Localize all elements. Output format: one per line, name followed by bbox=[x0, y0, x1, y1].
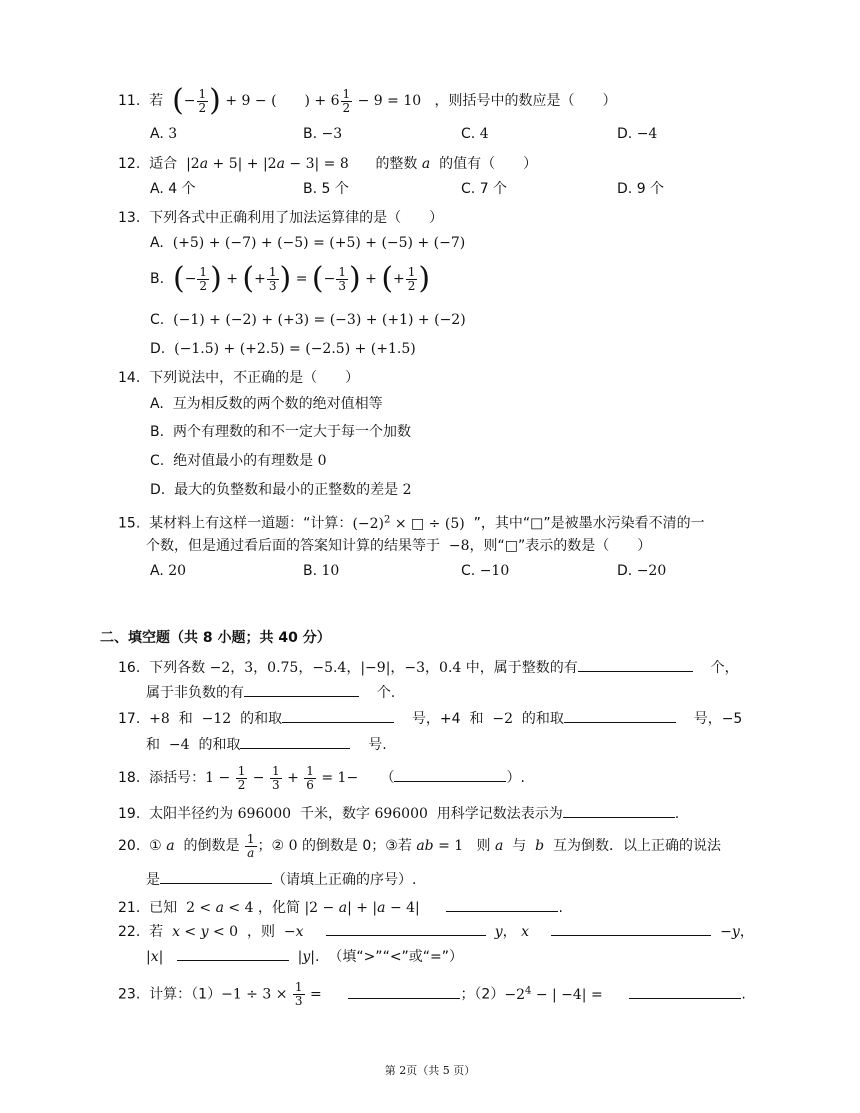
q12-opt-b: B. 5 个 bbox=[303, 181, 349, 197]
q16-blank-2[interactable] bbox=[244, 682, 359, 697]
q18-line: 18. 添括号：1 − $\frac{1}{2}$ − $\frac{1}{3}$ + $\frac{1}{6}$ = 1− （ ）. bbox=[118, 763, 525, 792]
q18-blank[interactable] bbox=[394, 767, 506, 782]
q11-number: 11. bbox=[118, 93, 141, 109]
q15-line2: 个数，但是通过看后面的答案知计算的结果等于 −8，则“□”表示的数是（ ） bbox=[146, 538, 652, 554]
q14-stem: 14. 下列说法中，不正确的是（ ） bbox=[118, 370, 360, 386]
q22-blank-2[interactable] bbox=[551, 921, 711, 936]
q12-opt-d: D. 9 个 bbox=[617, 181, 665, 197]
q11-lead: 若 bbox=[149, 93, 164, 109]
q12-stem: 12. 适合 |2a + 5| + |2a − 3| = 8 的整数 a 的值有（ ） bbox=[118, 156, 538, 172]
paren-left: ( bbox=[172, 83, 184, 118]
q16-line2: 属于非负数的有 个. bbox=[146, 682, 395, 703]
q16-line1: 16. 下列各数 −2，3，0.75，−5.4，|−9|，−3，0.4 中，属于整数的有 个， bbox=[118, 657, 739, 678]
q19-line: 19. 太阳半径约为 696000 千米，数字 696000 用科学记数法表示为 . bbox=[118, 803, 679, 824]
q11-tail: ，则括号中的数应是（ ） bbox=[434, 93, 617, 109]
q22-blank-1[interactable] bbox=[326, 921, 486, 936]
q20-blank[interactable] bbox=[160, 869, 272, 884]
q12-opt-c: C. 7 个 bbox=[461, 181, 508, 197]
q21-blank[interactable] bbox=[446, 897, 558, 912]
q20-line1: 20. ① a 的倒数是 $\frac{1}{a}$ ；② 0 的倒数是 0；③若 ab = 1 则 a 与 b 互为倒数．以上正确的说法 bbox=[118, 831, 722, 860]
page-footer: 第 2页（共 5 页） bbox=[384, 1064, 476, 1077]
q23-blank-1[interactable] bbox=[348, 984, 460, 999]
q13-opt-c: C. (−1) + (−2) + (+3) = (−3) + (+1) + (−2) bbox=[150, 312, 466, 328]
fraction-1-2: $\frac{1}{2}$ bbox=[198, 86, 207, 115]
q13-opt-b: B. (− $\frac{1}{2}$ ) + (+ $\frac{1}{3}$ ) = (− $\frac{1}{3}$ ) + (+ $\frac{1}{2}$ ) bbox=[150, 261, 431, 296]
fraction-1-2: $\frac{1}{2}$ bbox=[342, 86, 351, 115]
q14-opt-d: D. 最大的负整数和最小的正整数的差是 2 bbox=[150, 482, 412, 498]
q17-blank-1[interactable] bbox=[282, 708, 394, 723]
q22-blank-3[interactable] bbox=[177, 946, 289, 961]
q15-line1: 15. 某材料上有这样一道题：“计算：$(-2)^2$ × □ ÷ (5) ”，其中“□”是被墨水污染看不清的一 bbox=[118, 514, 705, 532]
q15-opt-d: D. −20 bbox=[617, 563, 667, 579]
q13-opt-d: D. (−1.5) + (+2.5) = (−2.5) + (+1.5) bbox=[150, 341, 416, 357]
q22-line2: |x| |y|. （填“>”“<”或“=”） bbox=[146, 946, 463, 967]
q11-stem: 11. 若 (− $\frac{1}{2}$ ) + 9 − ( ) + 6 $\frac{1}{2}$ − 9 = 10 ，则括号中的数应是（ ） bbox=[118, 83, 617, 118]
q17-blank-2[interactable] bbox=[564, 708, 676, 723]
q11-opt-d: D. −4 bbox=[617, 126, 658, 142]
q23-blank-2[interactable] bbox=[629, 984, 741, 999]
q11-opt-a: A. 3 bbox=[150, 126, 178, 142]
q17-line1: 17. +8 和 −12 的和取 号，+4 和 −2 的和取 号，−5 bbox=[118, 708, 742, 729]
q19-blank[interactable] bbox=[563, 803, 675, 818]
q15-opt-a: A. 20 bbox=[150, 563, 187, 579]
section-heading: 二、填空题（共 8 小题；共 40 分） bbox=[100, 630, 331, 646]
q17-line2: 和 −4 的和取 号. bbox=[146, 734, 387, 755]
paren-right: ) bbox=[209, 83, 221, 118]
q15-opt-b: B. 10 bbox=[303, 563, 340, 579]
q13-stem: 13. 下列各式中正确利用了加法运算律的是（ ） bbox=[118, 210, 444, 226]
q20-line2: 是 （请填上正确的序号）. bbox=[146, 869, 416, 890]
q15-opt-c: C. −10 bbox=[461, 563, 510, 579]
q21-line: 21. 已知 2 < a < 4 ，化简 |2 − a| + |a − 4| . bbox=[118, 897, 563, 918]
q23-line: 23. 计算：（1）−1 ÷ 3 × $\frac{1}{3}$ = ；$(2)-2^4$ − | −4| = . bbox=[118, 980, 746, 1009]
q14-opt-c: C. 绝对值最小的有理数是 0 bbox=[150, 453, 327, 469]
q22-line1: 22. 若 x < y < 0 ，则 −x y， x −y， bbox=[118, 921, 754, 942]
q13-opt-a: A. (+5) + (−7) + (−5) = (+5) + (−5) + (−7) bbox=[150, 235, 466, 251]
q16-blank-1[interactable] bbox=[578, 657, 693, 672]
q14-opt-a: A. 互为相反数的两个数的绝对值相等 bbox=[150, 396, 383, 412]
q11-opt-c: C. 4 bbox=[461, 126, 489, 142]
q12-opt-a: A. 4 个 bbox=[150, 181, 196, 197]
q14-opt-b: B. 两个有理数的和不一定大于每一个加数 bbox=[150, 424, 411, 440]
q11-opt-b: B. −3 bbox=[303, 126, 343, 142]
q17-blank-3[interactable] bbox=[240, 734, 350, 749]
